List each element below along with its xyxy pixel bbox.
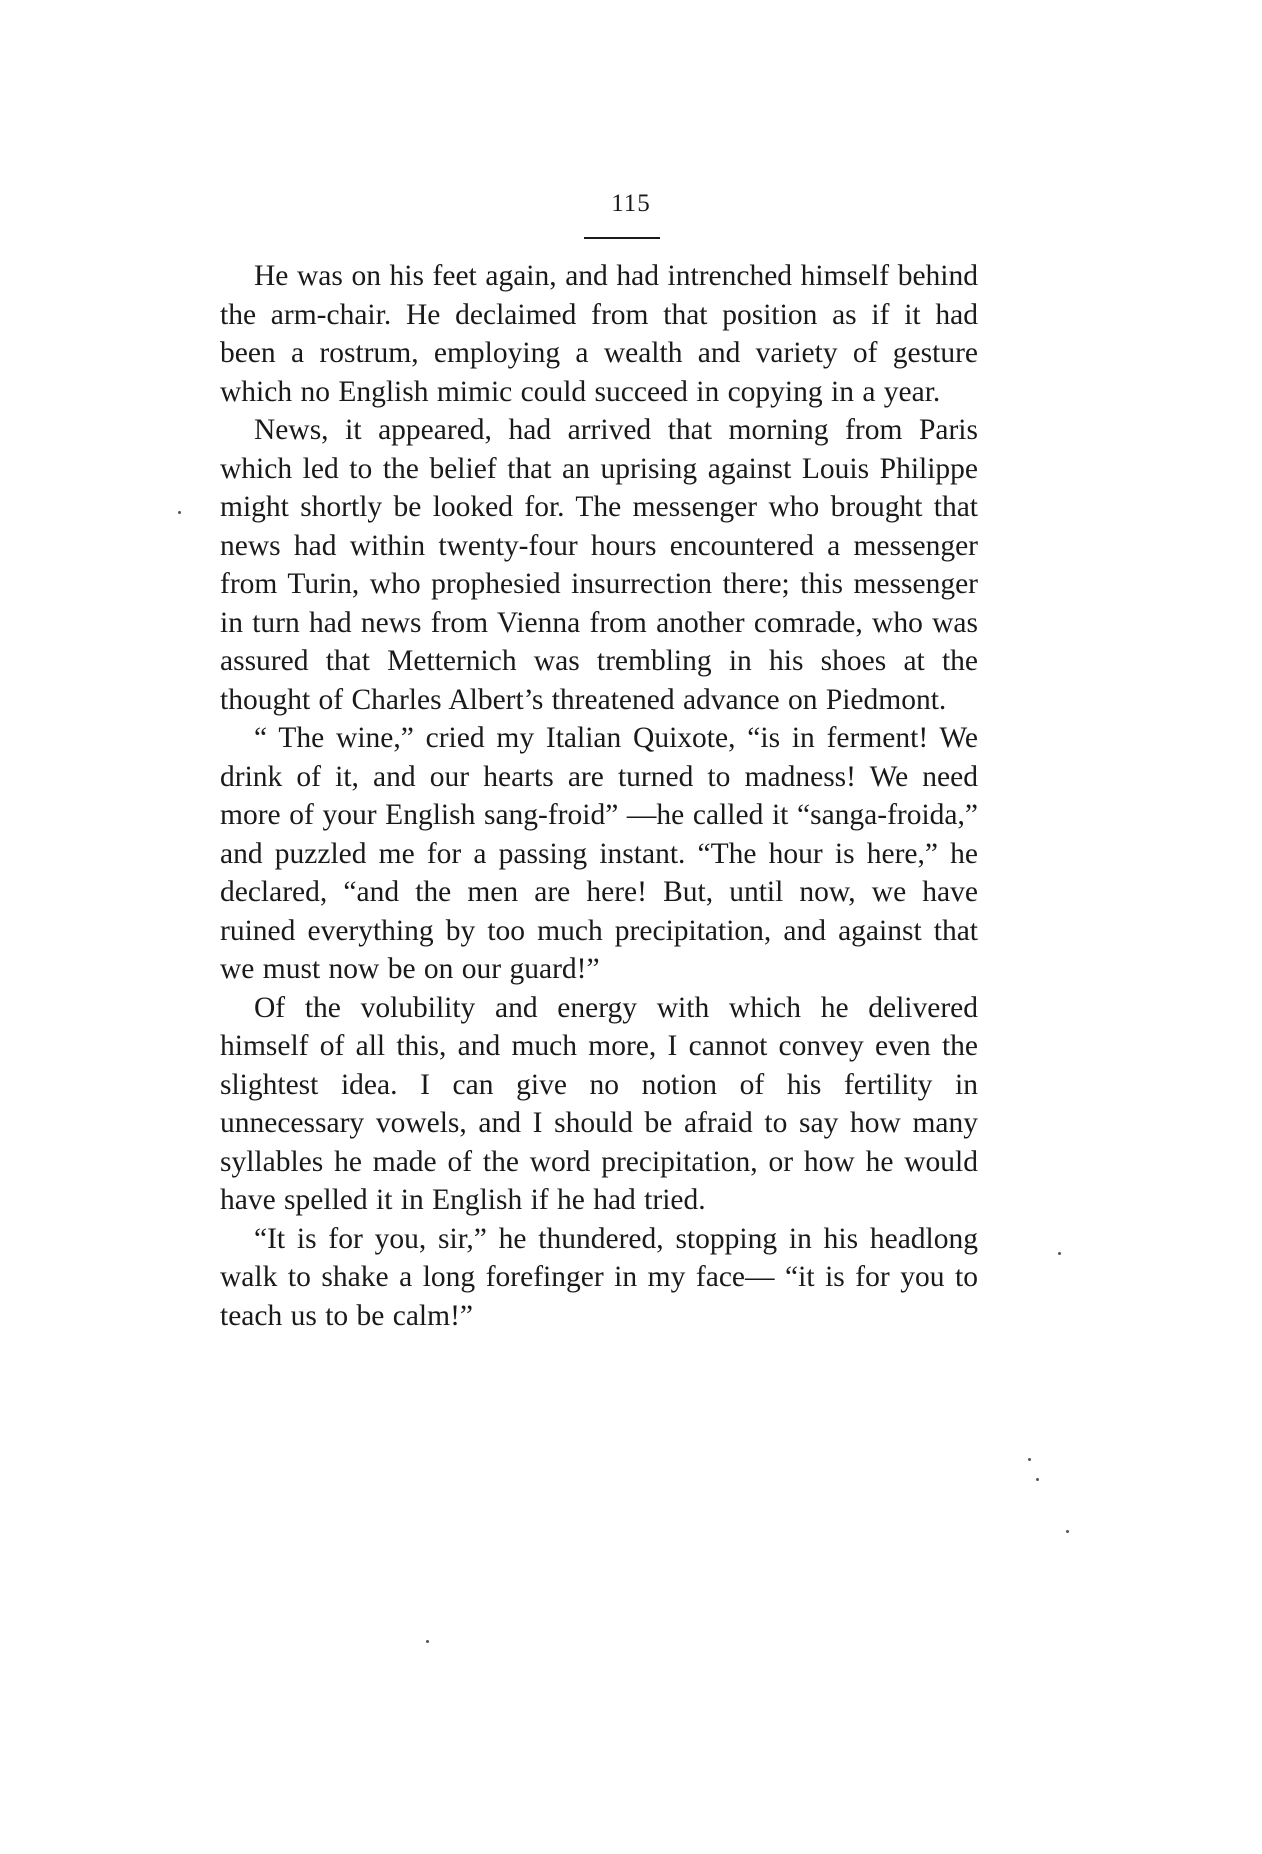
scan-speck [178, 511, 181, 514]
scan-speck [1058, 1252, 1061, 1255]
scan-speck [1066, 1530, 1069, 1533]
paragraph: News, it appeared, had arrived that morning from Paris which led to the belief that an uprising against Louis Philippe might shortly be looked for. The messenger who brought that news had within twenty-four hours encountered a messenger from Turin, who prophesied insurrection there; this messenger in turn had news from Vienna from another comrade, who was assured that Metternich was trembling in his shoes at the thought of Charles Albert’s threatened advance on Piedmont. [220, 414, 978, 716]
scan-speck [1028, 1458, 1031, 1461]
scan-speck [426, 1640, 429, 1643]
paragraph: Of the volubility and energy with which he delivered himself of all this, and much more, I cannot convey even the slightest idea. I can give no notion of his fertility in unnecessary vowels, and I should be afraid to say how many syllables he made of the word precipitation, or how he would have spelled it in English if he had tried. [220, 991, 978, 1216]
scan-speck [1036, 1478, 1039, 1481]
page-number: 115 [611, 190, 651, 217]
paragraph: He was on his feet again, and had intrenched himself behind the arm-chair. He declaimed from that position as if it had been a rostrum, employing a wealth and variety of gesture which no English mimic could succeed in copying in a year. [220, 260, 978, 408]
paragraph: “ The wine,” cried my Italian Quixote, “is in ferment! We drink of it, and our hearts are turned to madness! We need more of your English sang-froid” —he called it “sanga-froida,” and puzzled me for a passing instant. “The hour is here,” he declared, “and the men are here! But, until now, we have ruined everything by too much precipitation, and against that we must now be on our guard!” [220, 722, 978, 985]
body-text [220, 257, 978, 1335]
header-rule [584, 237, 660, 239]
paragraph: “It is for you, sir,” he thundered, stopping in his headlong walk to shake a long forefinger in my face— “it is for you to teach us to be calm!” [220, 1222, 978, 1332]
